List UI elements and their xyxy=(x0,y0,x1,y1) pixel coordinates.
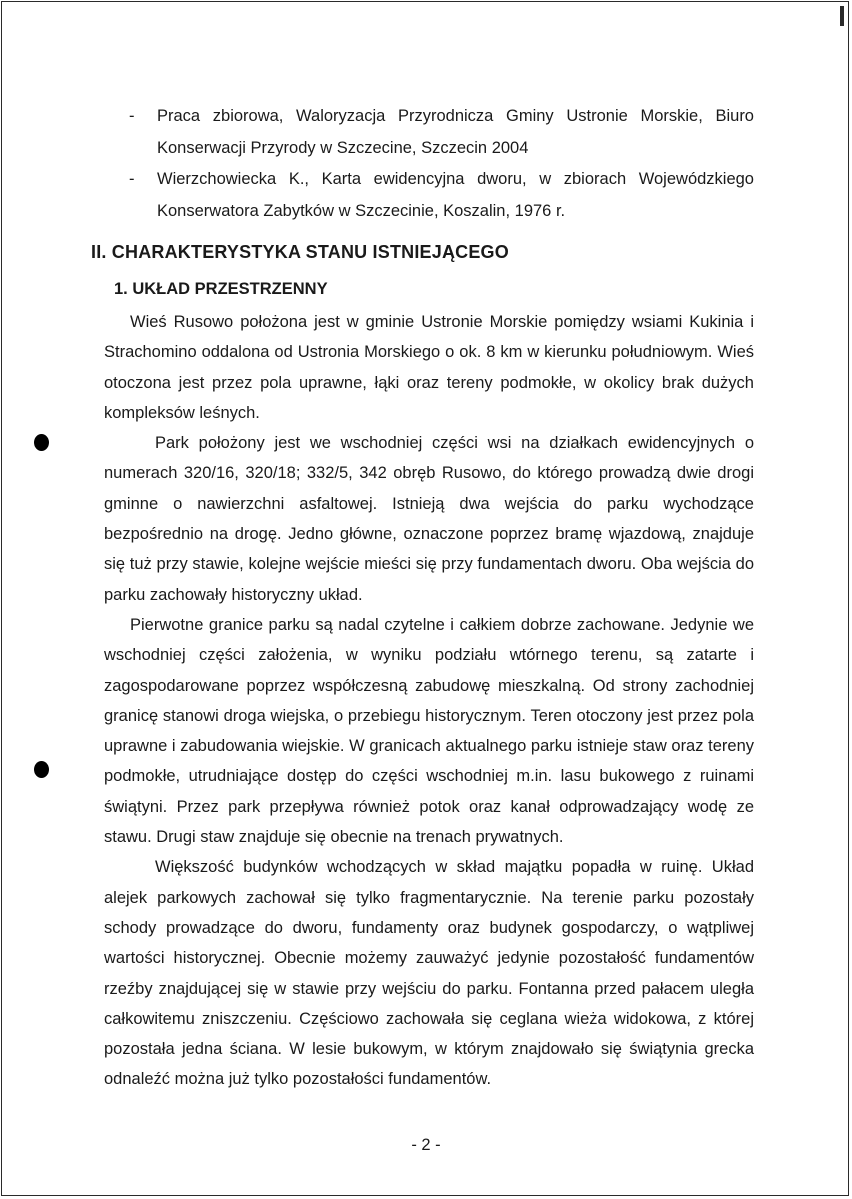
subsection-heading: 1. UKŁAD PRZESTRZENNY xyxy=(114,280,328,298)
list-dash: - xyxy=(129,170,135,188)
bibliography-text: Praca zbiorowa, Waloryzacja Przyrodnicza Gminy Ustronie Morskie, Biuro Konserwacji Przyrody w Szczecine, Szczecin 2004 xyxy=(157,107,754,157)
list-dash: - xyxy=(129,107,135,125)
page-number: - 2 - xyxy=(411,1136,441,1154)
punch-hole-mark-top xyxy=(34,434,49,451)
bibliography-text: Wierzchowiecka K., Karta ewidencyjna dworu, w zbiorach Wojewódzkiego Konserwatora Zabytków w Szczecinie, Koszalin, 1976 r. xyxy=(157,170,754,220)
section-heading: II. CHARAKTERYSTYKA STANU ISTNIEJĄCEGO xyxy=(91,242,509,262)
bibliography-item xyxy=(104,164,754,227)
paragraph: Większość budynków wchodzących w skład majątku popadła w ruinę. Układ alejek parkowych zachował się tylko fragmentarycznie. Na terenie parku pozostały schody prowadzące do dworu, fundamenty oraz budynek gospodarczy, o wątpliwej wartości historycznej. Obecnie możemy zauważyć jedynie pozostałość fundamentów rzeźby znajdującej się w stawie przy wejściu do parku. Fontanna przed pałacem uległa całkowitemu zniszczeniu. Częściowo zachowała się ceglana wieża widokowa, z której pozostała jedna ściana. W lesie bukowym, w którym znajdowało się świątynia grecka odnaleźć można już tylko pozostałości fundamentów. xyxy=(104,858,754,1089)
paragraph: Pierwotne granice parku są nadal czytelne i całkiem dobrze zachowane. Jedynie we wschodniej części założenia, w wyniku podziału wtórnego terenu, są zatarte i zagospodarowane poprzez współczesną zabudowę mieszkalną. Od strony zachodniej granicę stanowi droga wiejska, o przebiegu historycznym. Teren otoczony jest przez pola uprawne i zabudowania wiejskie. W granicach aktualnego parku istnieje staw oraz tereny podmokłe, utrudniające dostęp do części wschodniej m.in. lasu bukowego z ruinami świątyni. Przez park przepływa również potok oraz kanał odprowadzający wodę ze stawu. Drugi staw znajduje się obecnie na trenach prywatnych. xyxy=(104,615,754,847)
bibliography-item xyxy=(104,101,754,164)
scan-corner-mark xyxy=(840,6,844,26)
document-content xyxy=(91,101,754,1089)
paragraph: Park położony jest we wschodniej części wsi na działkach ewidencyjnych o numerach 320/16, 320/18; 332/5, 342 obręb Rusowo, do którego prowadzą dwie drogi gminne o nawierzchni asfaltowej. Istnieją dwa wejścia do parku wychodzące bezpośrednio na drogę. Jedno główne, oznaczone poprzez bramę wjazdową, znajduje się tuż przy stawie, kolejne wejście mieści się przy fundamentach dworu. Oba wejścia do parku zachowały historyczny układ. xyxy=(104,434,754,604)
punch-hole-mark-bottom xyxy=(34,761,49,778)
body-text xyxy=(104,307,754,1095)
paragraph: Wieś Rusowo położona jest w gminie Ustronie Morskie pomiędzy wsiami Kukinia i Strachomino oddalona od Ustronia Morskiego o ok. 8 km w kierunku południowym. Wieś otoczona jest przez pola uprawne, łąki oraz tereny podmokłe, w okolicy brak dużych kompleksów leśnych. xyxy=(104,313,754,422)
